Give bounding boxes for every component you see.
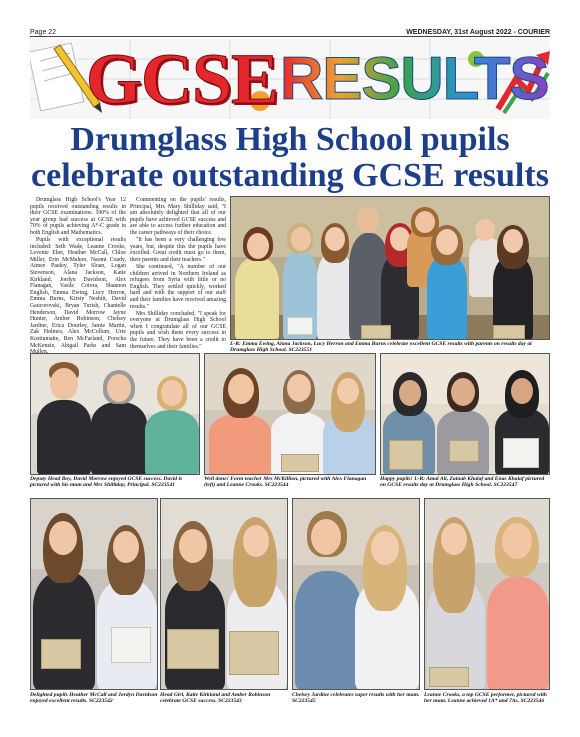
article-paragraph: Mrs Shilliday concluded, "I speak for everyone at Drumglass High School when I congratulate all of our GCSE pupils and wish them every success in the future. They have been a credit to themselves and their families." [130,310,226,350]
main-group-photo [230,196,550,340]
main-photo-caption: L-R: Emma Ewing, Alana Jackson, Lucy Herron and Emma Burns celebrate excellent GCSE results with parents on results day at Drumglass High School. SC223551 [230,341,532,354]
issue-date: WEDNESDAY, 31st August 2022 - COURIER [406,29,550,36]
article-paragraph: Commenting on the pupils' results, Principal, Mrs Mary Shilliday said, "I am absolutely delighted that all of our pupils have achieved GCSE success and are able to access further education and the career pathways of their choice. [130,197,226,236]
photo-form-teacher [204,353,376,475]
caption-katie-amber: Head Girl, Katie Kirkland and Amber Robinson celebrate GCSE success. SC223543 [160,692,271,705]
photo-leanne-crooks [424,498,550,690]
photo-chelsey-jardine [292,498,420,690]
photo-david-morrow [30,353,200,475]
article-column-2 [130,197,226,351]
article-column-1 [30,197,126,356]
caption-david-morrow: Deputy Head Boy, David Morrow enjoyed GCSE success. David is pictured with his mum and Mrs Shilliday, Principal. SC223541 [30,476,183,489]
banner-gcse-word: GCSE [86,39,279,119]
photo-katie-amber [160,498,288,690]
caption-chelsey-jardine: Chelsey Jardine celebrates super results with her mum. SC223545 [292,692,420,705]
caption-leanne-crooks: Leanne Crooks, a top GCSE performer, pictured with her mum. Leanne achieved 1A* and 7As. SC223546 [424,692,547,705]
article-paragraph: "It has been a very challenging few years, but, despite this the pupils have excelled. Great credit must go to them, their parents and their teachers." [130,237,226,263]
photo-heather-jordyn [30,498,158,690]
article-paragraph: Drumglass High School's Year 12 pupils received outstanding results in their GCSE examinations. 100% of the year group had success at GCSE with 70% of pupils achieving A*-C grade in both English and Mathematics. [30,197,126,236]
caption-happy-pupils: Happy pupils! L-R: Amal Ali, Zainab Khalaf and Enas Khalaf pictured on GCSE results day at Drumglass High School. SC223547 [380,476,545,489]
gcse-results-banner [30,39,550,119]
banner-results-word [280,45,549,112]
header-rule [30,36,550,37]
article-paragraph: Pupils with exceptional results included: Seth Wade, Leanne Crooks, Levente Eber, Heather McCall, Chloe Miller, Erin McMahon, Naomi Coady, Aimee Pauley, Tyler Sloan, Logan Stevenson, Alana Jackson, Katie Kirkland, Jordyn Davidson, Alex Flanagan, Vasile Cotora, Shannon English, Emma Ewing, Lucy Herron, Emma Burns, Kirsty Nesbitt, David Gaucorovski, Bryan Turish, Chantelle Henderson, David Morrow Jayne Hunter, Amber Robinson, Chelsey Jardine, Erica Dourley, Jamie Martin, Zak Holmes, Alex McCollum, Urte Kostiumaite, Ben McFarland, Porscha McKenzie, Abigail Parks and Sam [30,237,126,349]
caption-heather-jordyn: Delighted pupils Heather McCall and Jordyn Davidson enjoyed excellent results. SC223542 [30,692,158,705]
page-number: Page 22 [30,29,57,36]
article-paragraph: She continued, "A number of our children arrived in Northern Ireland as refugees from Syria with little or no English. They settled quickly, worked hard and with the support of our staff and their families have received amazing results." [130,263,226,310]
photo-happy-pupils [380,353,550,475]
caption-form-teacher: Well done! Form teacher Mrs McKillion, pictured with Alex Flanagan (left) and Leanne Crooks. SC223544 [204,476,367,489]
article-headline: Drumglass High School pupils celebrate outstanding GCSE results [31,121,549,194]
banner-results-text: RESULTS [280,45,549,112]
page-header [30,26,550,36]
